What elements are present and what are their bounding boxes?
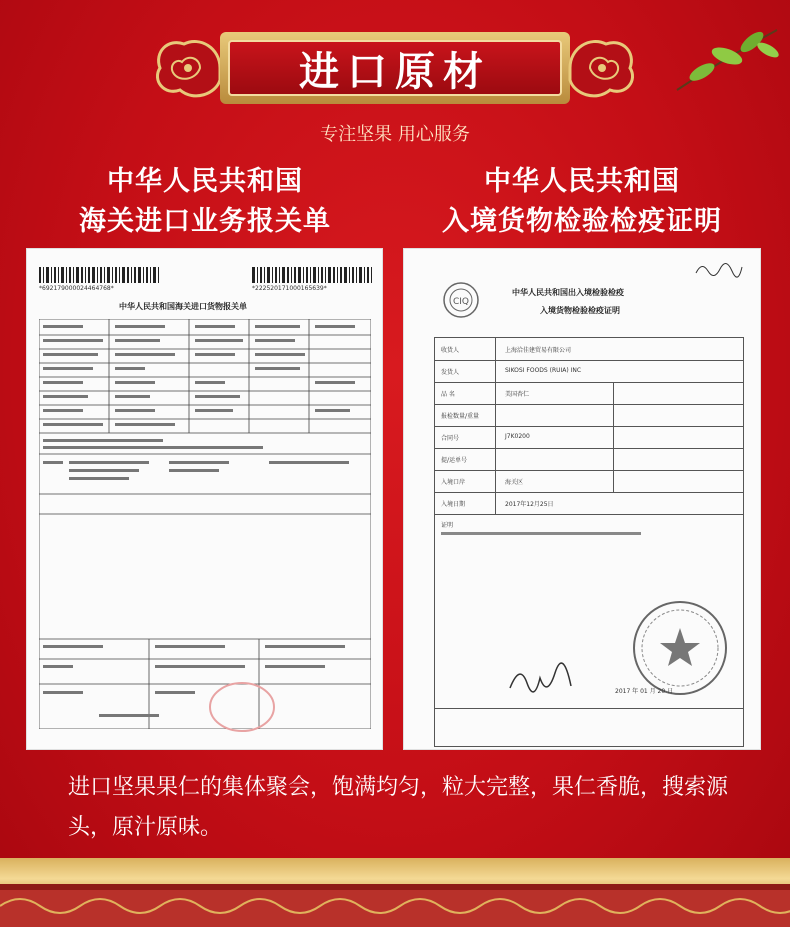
floor-pattern — [0, 884, 790, 927]
banner-title: 进口原材 — [299, 47, 491, 95]
right-title-line1: 中华人民共和国 — [484, 166, 680, 197]
field-row: 品 名 美国杏仁 — [435, 382, 743, 405]
official-seal-icon — [630, 598, 730, 698]
form-grid — [39, 319, 371, 729]
inspection-certificate-document — [404, 249, 760, 749]
field-row: 提/运单号 — [435, 448, 743, 471]
customs-declaration-document — [27, 249, 382, 749]
field-row: 入境口岸 海关区 — [435, 470, 743, 493]
signature-icon — [505, 658, 575, 703]
barcode-number-left: *692179000024464768* — [39, 285, 114, 292]
customs-doc-heading: 中华人民共和国海关进口货物报关单 — [119, 302, 247, 311]
certificate-heading: 中华人民共和国出入境检验检疫 — [512, 288, 624, 297]
left-section-title — [60, 162, 350, 242]
remark-label: 证明 — [441, 522, 454, 529]
left-title-line1: 中华人民共和国 — [107, 166, 303, 197]
svg-text:CIQ: CIQ — [452, 297, 470, 307]
cloud-ornament-icon — [556, 28, 640, 108]
ciq-emblem-icon — [442, 281, 480, 319]
certificate-subheading: 入境货物检验检疫证明 — [540, 306, 620, 315]
banner-panel — [228, 40, 562, 96]
certificate-form — [434, 337, 744, 747]
right-section-title — [436, 162, 728, 242]
field-row: 发货人 SIKOSI FOODS (RUIA) INC — [435, 360, 743, 383]
column-divider — [613, 382, 614, 492]
barcode-icon — [252, 267, 372, 283]
left-title-line2: 海关进口业务报关单 — [79, 206, 331, 237]
remark-text — [441, 532, 641, 535]
product-caption: 进口坚果果仁的集体聚会，饱满均匀，粒大完整，果仁香脆，搜索源头，原汁原味。 — [68, 775, 729, 840]
field-row: 合同号 J7K0200 — [435, 426, 743, 449]
handwriting-icon — [694, 259, 744, 279]
barcode-icon — [39, 267, 159, 283]
field-row: 报检数量/重量 — [435, 404, 743, 427]
subtitle: 专注坚果 用心服务 — [320, 124, 470, 145]
barcode-number-right: *222520171000165639* — [252, 285, 327, 292]
field-row: 入境日期 2017年12月25日 — [435, 492, 743, 515]
column-divider — [495, 338, 496, 514]
leaf-branch-icon — [672, 20, 782, 100]
field-row: 收货人 上海洽佳建贸易有限公司 — [435, 338, 743, 361]
right-title-line2: 入境货物检验检疫证明 — [442, 206, 722, 237]
title-banner — [150, 22, 640, 114]
certificate-date: 2017 年 01 月 20 日 — [615, 688, 674, 695]
faded-seal-icon — [207, 679, 277, 734]
form-divider — [435, 708, 743, 709]
